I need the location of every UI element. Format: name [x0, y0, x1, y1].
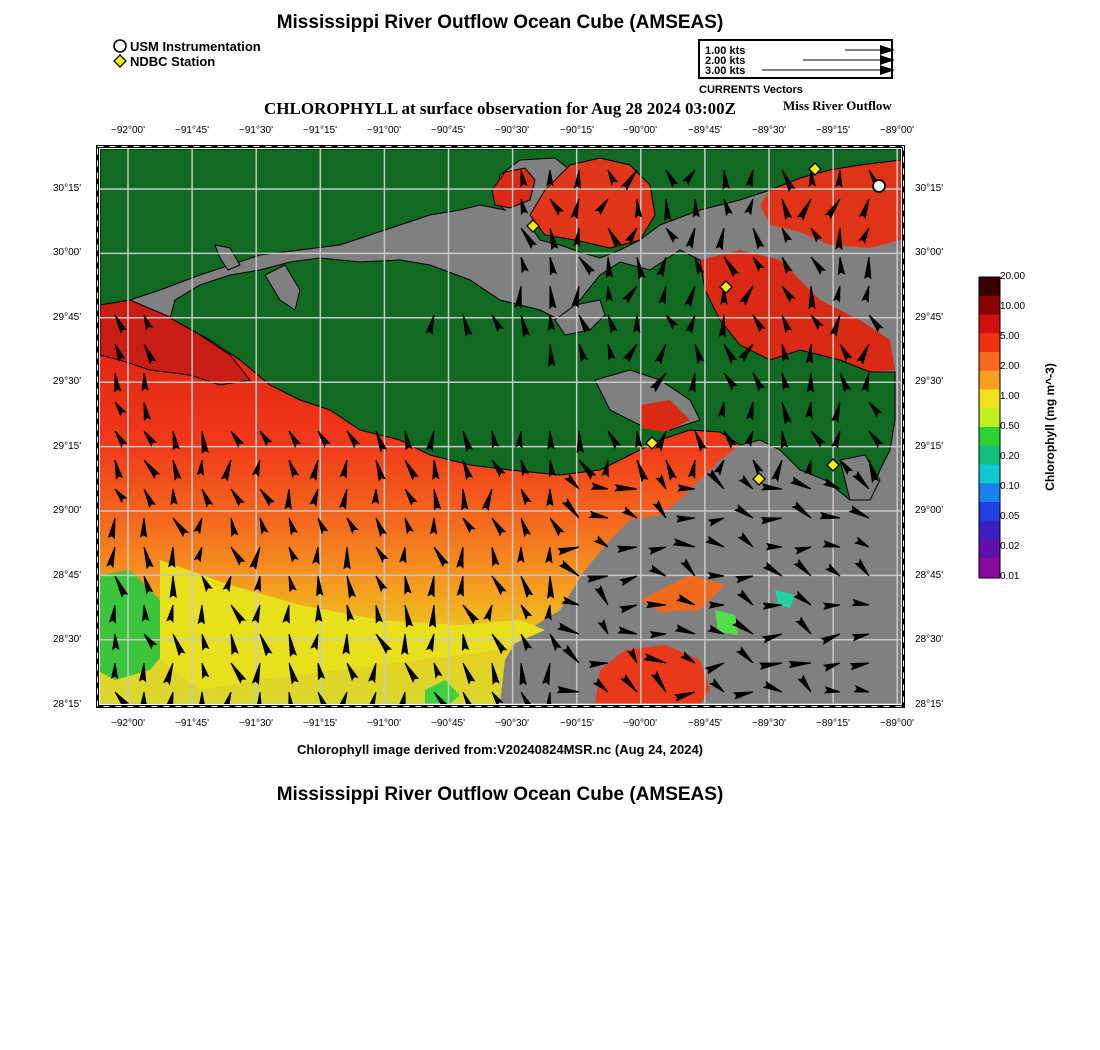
- colorbar-label: 0.01: [1000, 571, 1020, 582]
- colorbar-label: 5.00: [1000, 331, 1020, 342]
- lat-label-left: 28°30': [53, 634, 82, 645]
- lon-label-bottom: −89°15': [816, 718, 850, 729]
- page-title: Mississippi River Outflow Ocean Cube (AMSEAS): [276, 12, 724, 33]
- colorbar-band: [979, 333, 1000, 352]
- lon-label-bottom: −89°30': [752, 718, 786, 729]
- lat-label-left: 30°00': [53, 247, 82, 258]
- vector-key-arrows: [700, 41, 895, 81]
- colorbar-label: 10.00: [1000, 301, 1026, 312]
- lat-label-right: 29°00': [915, 505, 944, 516]
- vector-key-caption: CURRENTS Vectors: [699, 84, 803, 96]
- colorbar-label: 20.00: [1000, 271, 1026, 282]
- vector-key: [698, 39, 893, 79]
- legend-usm-label: USM Instrumentation: [130, 38, 261, 54]
- lon-label-bottom: −89°00': [880, 718, 914, 729]
- lon-label-top: −90°45': [431, 125, 465, 136]
- lat-label-right: 28°15': [915, 699, 944, 710]
- lat-label-right: 28°45': [915, 570, 944, 581]
- vector-key-row-1: 1.00 kts: [705, 45, 746, 57]
- lat-label-left: 29°45': [53, 312, 82, 323]
- lon-label-bottom: −91°15': [303, 718, 337, 729]
- lat-label-left: 28°45': [53, 570, 82, 581]
- colorbar-band: [979, 558, 1000, 577]
- lon-label-top: −91°45': [175, 125, 209, 136]
- lat-label-right: 30°15': [915, 183, 944, 194]
- lon-label-bottom: −92°00': [111, 718, 145, 729]
- footer-title: Mississippi River Outflow Ocean Cube (AMSEAS): [276, 784, 724, 805]
- lon-label-bottom: −90°30': [495, 718, 529, 729]
- lon-label-top: −91°30': [239, 125, 273, 136]
- colorbar-label: 0.02: [1000, 541, 1020, 552]
- colorbar-label: 0.20: [1000, 451, 1020, 462]
- colorbar-band: [979, 296, 1000, 315]
- diamond-marker-icon: [112, 53, 128, 69]
- colorbar-band: [979, 540, 1000, 559]
- colorbar-label: 0.50: [1000, 421, 1020, 432]
- lat-label-right: 28°30': [915, 634, 944, 645]
- lat-label-left: 28°15': [53, 699, 82, 710]
- source-caption: Chlorophyll image derived from:V20240824MSR.nc (Aug 24, 2024): [296, 742, 704, 757]
- colorbar-title: Chlorophyll (mg m^-3): [1043, 363, 1057, 491]
- colorbar-band: [979, 352, 1000, 371]
- lon-label-top: −90°00': [623, 125, 657, 136]
- colorbar-band: [979, 390, 1000, 409]
- colorbar-band: [979, 502, 1000, 521]
- vector-key-row-3: 3.00 kts: [705, 65, 746, 77]
- colorbar-band: [979, 521, 1000, 540]
- chlorophyll-map: [94, 143, 908, 710]
- lon-label-bottom: −91°00': [367, 718, 401, 729]
- lat-label-left: 29°15': [53, 441, 82, 452]
- lon-label-top: −91°00': [367, 125, 401, 136]
- lat-label-right: 30°00': [915, 247, 944, 258]
- lat-label-right: 29°45': [915, 312, 944, 323]
- usm-instrument-icon[interactable]: [873, 180, 885, 192]
- colorbar-band: [979, 315, 1000, 334]
- lon-label-bottom: −89°45': [688, 718, 722, 729]
- colorbar: [978, 275, 1002, 580]
- lon-label-top: −89°00': [880, 125, 914, 136]
- lon-label-bottom: −91°30': [239, 718, 273, 729]
- colorbar-label: 1.00: [1000, 391, 1020, 402]
- lat-label-left: 30°15': [53, 183, 82, 194]
- legend-ndbc: [112, 53, 215, 69]
- legend-ndbc-label: NDBC Station: [130, 53, 216, 69]
- lon-label-top: −89°45': [688, 125, 722, 136]
- colorbar-band: [979, 483, 1000, 502]
- colorbar-band: [979, 446, 1000, 465]
- colorbar-band: [979, 408, 1000, 427]
- lat-label-right: 29°30': [915, 376, 944, 387]
- colorbar-band: [979, 427, 1000, 446]
- lat-label-left: 29°00': [53, 505, 82, 516]
- lat-label-left: 29°30': [53, 376, 82, 387]
- lon-label-top: −89°15': [816, 125, 850, 136]
- lon-label-top: −91°15': [303, 125, 337, 136]
- region-label: Miss River Outflow: [783, 98, 892, 113]
- lat-label-right: 29°15': [915, 441, 944, 452]
- lon-label-bottom: −90°15': [560, 718, 594, 729]
- colorbar-band: [979, 465, 1000, 484]
- legend-usm: [112, 38, 261, 54]
- lon-label-bottom: −91°45': [175, 718, 209, 729]
- map-subtitle: CHLOROPHYLL at surface observation for Aug 28 2024 03:00Z: [264, 99, 736, 118]
- lon-label-top: −90°30': [495, 125, 529, 136]
- colorbar-label: 0.10: [1000, 481, 1020, 492]
- lon-label-top: −89°30': [752, 125, 786, 136]
- lon-label-top: −92°00': [111, 125, 145, 136]
- vector-key-row-2: 2.00 kts: [705, 55, 746, 67]
- colorbar-band: [979, 371, 1000, 390]
- lon-label-bottom: −90°45': [431, 718, 465, 729]
- lon-label-top: −90°15': [560, 125, 594, 136]
- lon-label-bottom: −90°00': [623, 718, 657, 729]
- colorbar-label: 0.05: [1000, 511, 1020, 522]
- colorbar-band: [979, 277, 1000, 296]
- colorbar-label: 2.00: [1000, 361, 1020, 372]
- circle-marker-icon: [112, 38, 128, 54]
